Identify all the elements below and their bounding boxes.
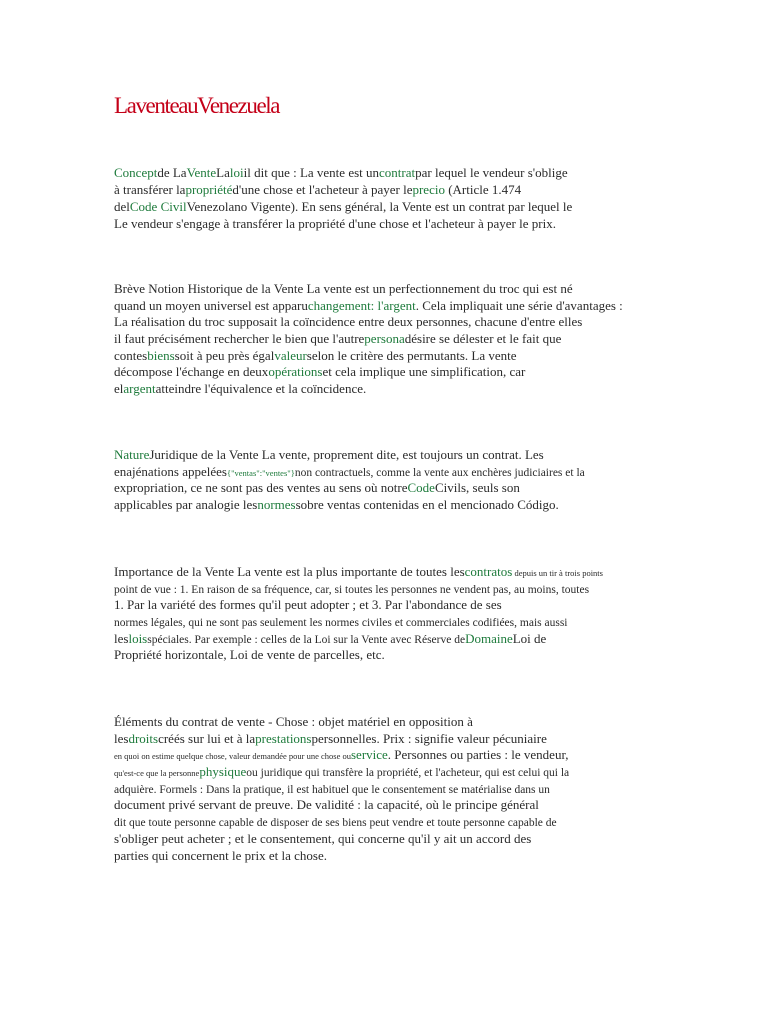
text-segment: Civils, seuls son xyxy=(434,480,520,496)
hyperlink[interactable]: Code Civil xyxy=(129,199,187,214)
text-line xyxy=(114,497,585,514)
text-segment: désire se délester et le fait que xyxy=(404,331,562,347)
text-segment: à transférer la xyxy=(114,182,186,197)
text-line xyxy=(114,480,585,497)
text-line xyxy=(114,614,603,631)
text-segment: contes xyxy=(114,347,148,363)
hyperlink[interactable]: Code xyxy=(407,480,435,496)
text-segment: el xyxy=(114,381,124,397)
paragraph-concept xyxy=(114,164,572,232)
hyperlink[interactable]: Domaine xyxy=(465,630,513,646)
text-segment: Propriété horizontale, Loi de vente de parcelles, etc. xyxy=(114,647,385,663)
paragraph-importance xyxy=(114,564,603,664)
text-segment: quand un moyen universel est apparu xyxy=(114,297,308,313)
text-segment: . Cela impliquait une série d'avantages : xyxy=(415,297,623,313)
text-segment: La réalisation du troc supposait la coïncidence entre deux personnes, chacune d'entre elles xyxy=(114,314,583,330)
text-line xyxy=(114,198,572,215)
text-segment: soit à peu près égal xyxy=(174,347,275,363)
text-line xyxy=(114,714,569,731)
text-line xyxy=(114,381,623,398)
text-segment: de La xyxy=(157,165,187,180)
text-line xyxy=(114,364,623,381)
text-segment: en quoi on estime quelque chose, valeur demandée pour une chose ou xyxy=(114,751,351,762)
text-line xyxy=(114,781,569,798)
text-line xyxy=(114,447,585,464)
hyperlink[interactable]: physique xyxy=(199,764,247,780)
text-line xyxy=(114,164,572,181)
text-line xyxy=(114,797,569,814)
text-line xyxy=(114,597,603,614)
text-line xyxy=(114,348,623,365)
text-segment: expropriation, ce ne sont pas des ventes au sens où notre xyxy=(114,480,408,496)
text-line xyxy=(114,181,572,198)
hyperlink[interactable]: changement: l'argent xyxy=(307,297,416,313)
text-segment: ou juridique qui transfère la propriété, et l'acheteur, qui est celui qui la xyxy=(246,767,570,780)
hyperlink[interactable]: biens xyxy=(147,347,175,363)
document-title: LaventeauVenezuela xyxy=(114,93,280,118)
text-segment: et cela implique une simplification, car xyxy=(322,364,526,380)
text-segment: sobre ventas contenidas en el mencionado Código. xyxy=(295,497,559,513)
text-line xyxy=(114,281,623,298)
text-segment: Brève Notion Historique de la Vente La vente est un perfectionnement du troc qui est né xyxy=(114,281,573,296)
text-segment: . Personnes ou parties : le vendeur, xyxy=(387,747,569,763)
text-segment: Le vendeur s'engage à transférer la propriété d'une chose et l'acheteur à payer le prix. xyxy=(114,216,556,231)
text-line xyxy=(114,764,569,781)
text-segment: spéciales. Par exemple : celles de la Loi sur la Vente avec Réserve de xyxy=(147,633,466,646)
text-line xyxy=(114,215,572,232)
text-segment: Importance de la Vente La vente est la plus importante de toutes les xyxy=(114,564,465,579)
text-segment: Éléments du contrat de vente - Chose : objet matériel en opposition à xyxy=(114,714,473,729)
hyperlink[interactable]: Vente xyxy=(186,165,217,180)
text-segment: point de vue : 1. En raison de sa fréquence, car, si toutes les personnes ne vendent pas, au moins, toutes xyxy=(114,583,590,596)
text-line xyxy=(114,647,603,664)
text-segment: 1. Par la variété des formes qu'il peut adopter ; et 3. Par l'abondance de ses xyxy=(114,597,502,613)
text-segment: il dit que : La vente est un xyxy=(243,165,380,180)
hyperlink[interactable]: droits xyxy=(128,730,159,746)
text-segment: (Article 1.474 xyxy=(444,182,522,197)
text-segment: adquière. Formels : Dans la pratique, il est habituel que le consentement se matérialise dans un xyxy=(114,783,550,796)
text-segment: parties qui concernent le prix et la chose. xyxy=(114,847,327,863)
text-segment: selon le critère des permutants. La vente xyxy=(306,347,517,363)
text-segment: s'obliger peut acheter ; et le consentement, qui concerne qu'il y ait un accord des xyxy=(114,830,532,846)
text-line xyxy=(114,464,585,481)
hyperlink[interactable]: contrat xyxy=(379,165,416,180)
text-segment: depuis un tir à trois points xyxy=(512,568,603,578)
text-segment: document privé servant de preuve. De validité : la capacité, où le principe général xyxy=(114,797,539,813)
text-segment: Venezolano Vigente). En sens général, la Vente est un contrat par lequel le xyxy=(186,199,573,214)
text-segment: il faut précisément rechercher le bien que l'autre xyxy=(114,331,365,347)
text-line xyxy=(114,331,623,348)
hyperlink[interactable]: Nature xyxy=(114,447,150,462)
hyperlink[interactable]: Concept xyxy=(114,165,158,180)
text-segment: del xyxy=(114,199,130,214)
paragraph-elements xyxy=(114,714,569,864)
text-segment: normes légales, qui ne sont pas seulement les normes civiles et commerciales codifiées, mais aussi xyxy=(114,617,568,630)
hyperlink[interactable]: service xyxy=(350,747,388,763)
text-segment: atteindre l'équivalence et la coïncidence. xyxy=(155,381,367,397)
hyperlink[interactable]: argent xyxy=(123,381,156,397)
text-line xyxy=(114,314,623,331)
text-line xyxy=(114,298,623,315)
text-segment: applicables par analogie les xyxy=(114,497,258,513)
text-line xyxy=(114,848,569,865)
hyperlink[interactable]: contratos xyxy=(464,564,513,579)
text-line xyxy=(114,831,569,848)
hyperlink[interactable]: lois xyxy=(128,630,148,646)
text-segment: décompose l'échange en deux xyxy=(114,364,269,380)
hyperlink[interactable]: opérations xyxy=(268,364,323,380)
text-segment: dit que toute personne capable de disposer de ses biens peut vendre et toute personne capable de xyxy=(114,817,557,830)
text-segment: par lequel le vendeur s'oblige xyxy=(415,165,568,180)
hyperlink[interactable]: valeur xyxy=(274,347,307,363)
text-segment: les xyxy=(114,630,129,646)
hyperlink[interactable]: normes xyxy=(257,497,296,513)
text-segment: Loi de xyxy=(512,630,547,646)
hyperlink[interactable]: loi xyxy=(229,165,244,180)
hyperlink[interactable]: persona xyxy=(364,331,405,347)
paragraph-nature xyxy=(114,447,585,514)
text-segment: d'une chose et l'acheteur à payer le xyxy=(232,182,413,197)
hyperlink[interactable]: precio xyxy=(412,182,445,197)
text-line xyxy=(114,747,569,764)
text-line xyxy=(114,581,603,598)
text-segment: créés sur lui et à la xyxy=(158,730,256,746)
text-line xyxy=(114,631,603,648)
hyperlink[interactable]: {"ventas":"ventes"} xyxy=(226,467,295,478)
hyperlink[interactable]: propriété xyxy=(185,182,233,197)
text-segment: qu'est-ce que la personne xyxy=(114,768,200,779)
text-segment: personnelles. Prix : signifie valeur pécuniaire xyxy=(311,730,547,746)
text-segment: enajénations appelées xyxy=(114,463,227,479)
hyperlink[interactable]: prestations xyxy=(255,730,312,746)
text-line xyxy=(114,564,603,581)
text-segment: les xyxy=(114,730,129,746)
text-line xyxy=(114,731,569,748)
paragraph-historique xyxy=(114,281,623,398)
text-segment: La xyxy=(216,165,230,180)
text-segment: Juridique de la Vente La vente, proprement dite, est toujours un contrat. Les xyxy=(149,447,544,462)
text-segment: non contractuels, comme la vente aux enchères judiciaires et la xyxy=(294,466,585,479)
text-line xyxy=(114,814,569,831)
